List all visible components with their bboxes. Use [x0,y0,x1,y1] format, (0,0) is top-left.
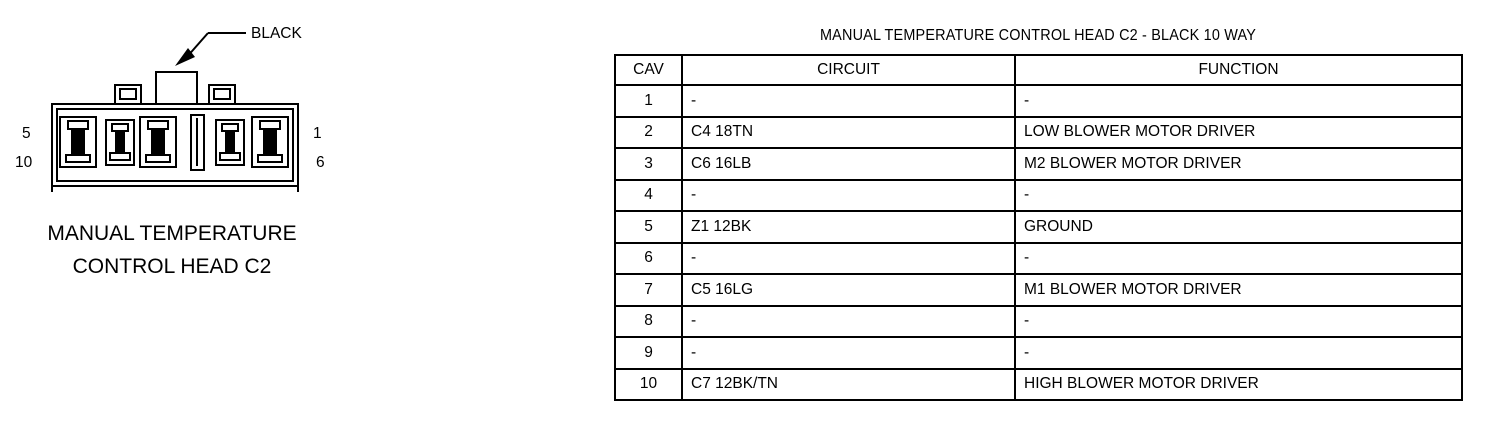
cav-cell: 9 [615,337,682,369]
table-row [615,211,1462,243]
wire-color-label: BLACK [251,25,302,42]
cav-cell: 6 [615,243,682,275]
circuit-cell: - [682,337,1015,369]
cav-cell: 10 [615,369,682,401]
function-cell: M2 BLOWER MOTOR DRIVER [1015,148,1462,180]
pin-label-bottom-right: 6 [316,154,325,171]
circuit-cell: C7 12BK/TN [682,369,1015,401]
function-cell: GROUND [1015,211,1462,243]
circuit-cell: C5 16LG [682,274,1015,306]
table-row [615,274,1462,306]
table-header-row [615,55,1462,85]
table-row [615,117,1462,149]
cav-cell: 2 [615,117,682,149]
table-row [615,180,1462,212]
header-circuit: CIRCUIT [682,55,1015,85]
table-row [615,306,1462,338]
cav-cell: 1 [615,85,682,117]
cav-cell: 5 [615,211,682,243]
circuit-cell: C4 18TN [682,117,1015,149]
connector-drawing [0,0,600,438]
cav-cell: 3 [615,148,682,180]
function-cell: - [1015,85,1462,117]
circuit-cell: - [682,85,1015,117]
table-row [615,85,1462,117]
circuit-cell: - [682,306,1015,338]
function-cell: - [1015,337,1462,369]
cav-cell: 7 [615,274,682,306]
pin-label-top-right: 1 [313,125,322,142]
circuit-cell: - [682,243,1015,275]
function-cell: HIGH BLOWER MOTOR DRIVER [1015,369,1462,401]
function-cell: - [1015,180,1462,212]
connector-caption-line1: MANUAL TEMPERATURE [47,222,297,245]
table-row [615,243,1462,275]
function-cell: LOW BLOWER MOTOR DRIVER [1015,117,1462,149]
pinout-table [614,54,1463,401]
cav-cell: 4 [615,180,682,212]
header-cav: CAV [615,55,682,85]
header-function: FUNCTION [1015,55,1462,85]
function-cell: - [1015,243,1462,275]
connector-diagram [0,0,600,438]
table-title: MANUAL TEMPERATURE CONTROL HEAD C2 - BLACK 10 WAY [819,27,1257,44]
table-row [615,148,1462,180]
table-row [615,337,1462,369]
circuit-cell: C6 16LB [682,148,1015,180]
pin-label-top-left: 5 [22,125,31,142]
pin-label-bottom-left: 10 [15,154,33,171]
table-row [615,369,1462,401]
cav-cell: 8 [615,306,682,338]
terminal-cavities [60,115,288,170]
function-cell: M1 BLOWER MOTOR DRIVER [1015,274,1462,306]
connector-caption-line2: CONTROL HEAD C2 [72,255,272,278]
circuit-cell: - [682,180,1015,212]
function-cell: - [1015,306,1462,338]
circuit-cell: Z1 12BK [682,211,1015,243]
